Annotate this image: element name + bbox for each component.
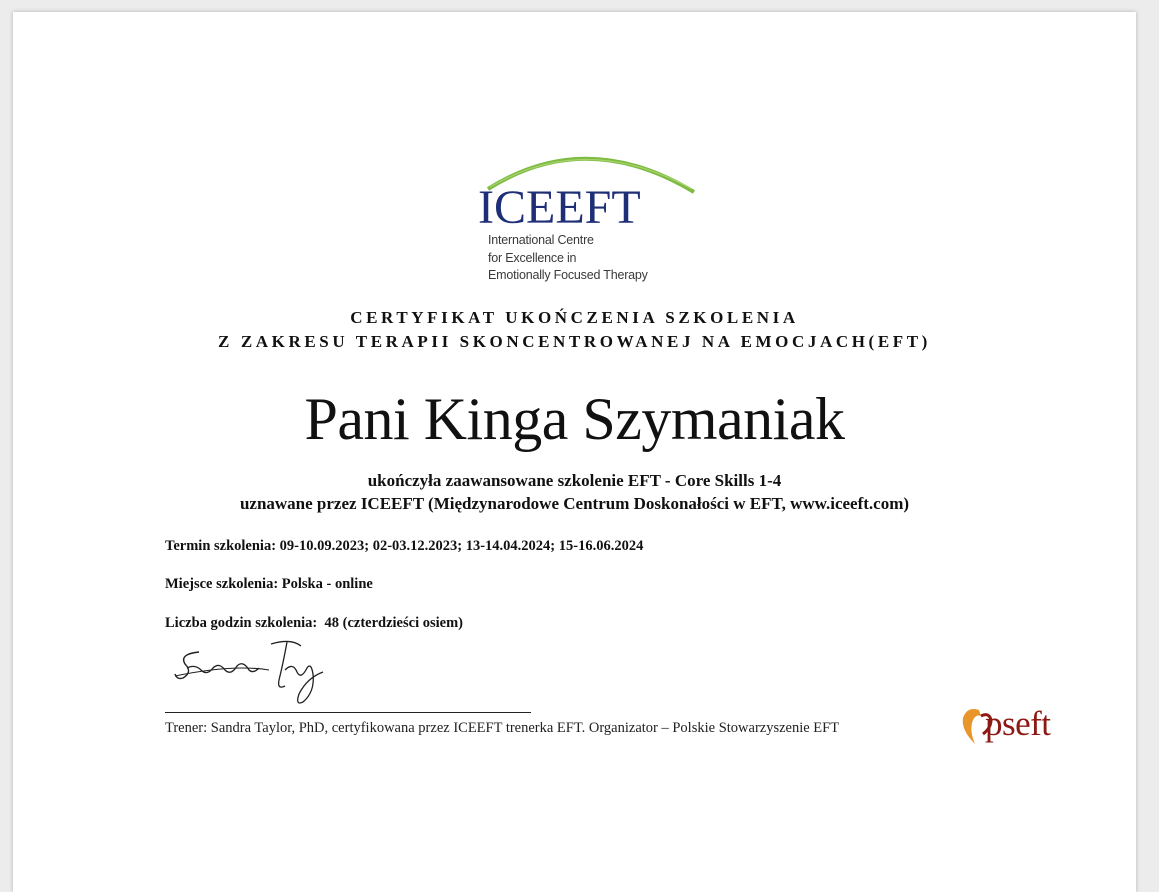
heart-icon (963, 709, 981, 744)
pseft-wordmark: pseft (985, 704, 1051, 743)
accreditation-line: uznawane przez ICEEFT (Międzynarodowe Centrum Doskonałości w EFT, www.iceeft.com) (239, 494, 910, 513)
trainer-organizer-footer: Trener: Sandra Taylor, PhD, certyfikowana przez ICEEFT trenerka EFT. Organizator – Polskie Stowarzyszenie EFT (165, 720, 840, 736)
certificate-title-line2: Z ZAKRESU TERAPII SKONCENTROWANEJ NA EMOCJACH(EFT) (218, 332, 931, 351)
course-description: ukończyła zaawansowane szkolenie EFT - Core Skills 1-4 (367, 471, 782, 490)
training-hours: Liczba godzin szkolenia: 48 (czterdzieści osiem) (165, 615, 463, 631)
training-place: Miejsce szkolenia: Polska - online (165, 576, 373, 592)
iceeft-logo (466, 137, 706, 287)
logo-wordmark: ICEEFT (478, 181, 641, 232)
recipient-name: Pani Kinga Szymaniak (304, 386, 845, 452)
certificate-page (13, 12, 1136, 892)
iceeft-logo-mark (466, 137, 706, 232)
logo-subtitle: International Centre for Excellence in Emotionally Focused Therapy (488, 233, 648, 282)
trainer-signature (173, 634, 333, 709)
training-dates: Termin szkolenia: 09-10.09.2023; 02-03.12.2023; 13-14.04.2024; 15-16.06.2024 (165, 538, 644, 554)
signature-line (165, 712, 531, 713)
certificate-title-line1: CERTYFIKAT UKOŃCZENIA SZKOLENIA (350, 308, 799, 327)
